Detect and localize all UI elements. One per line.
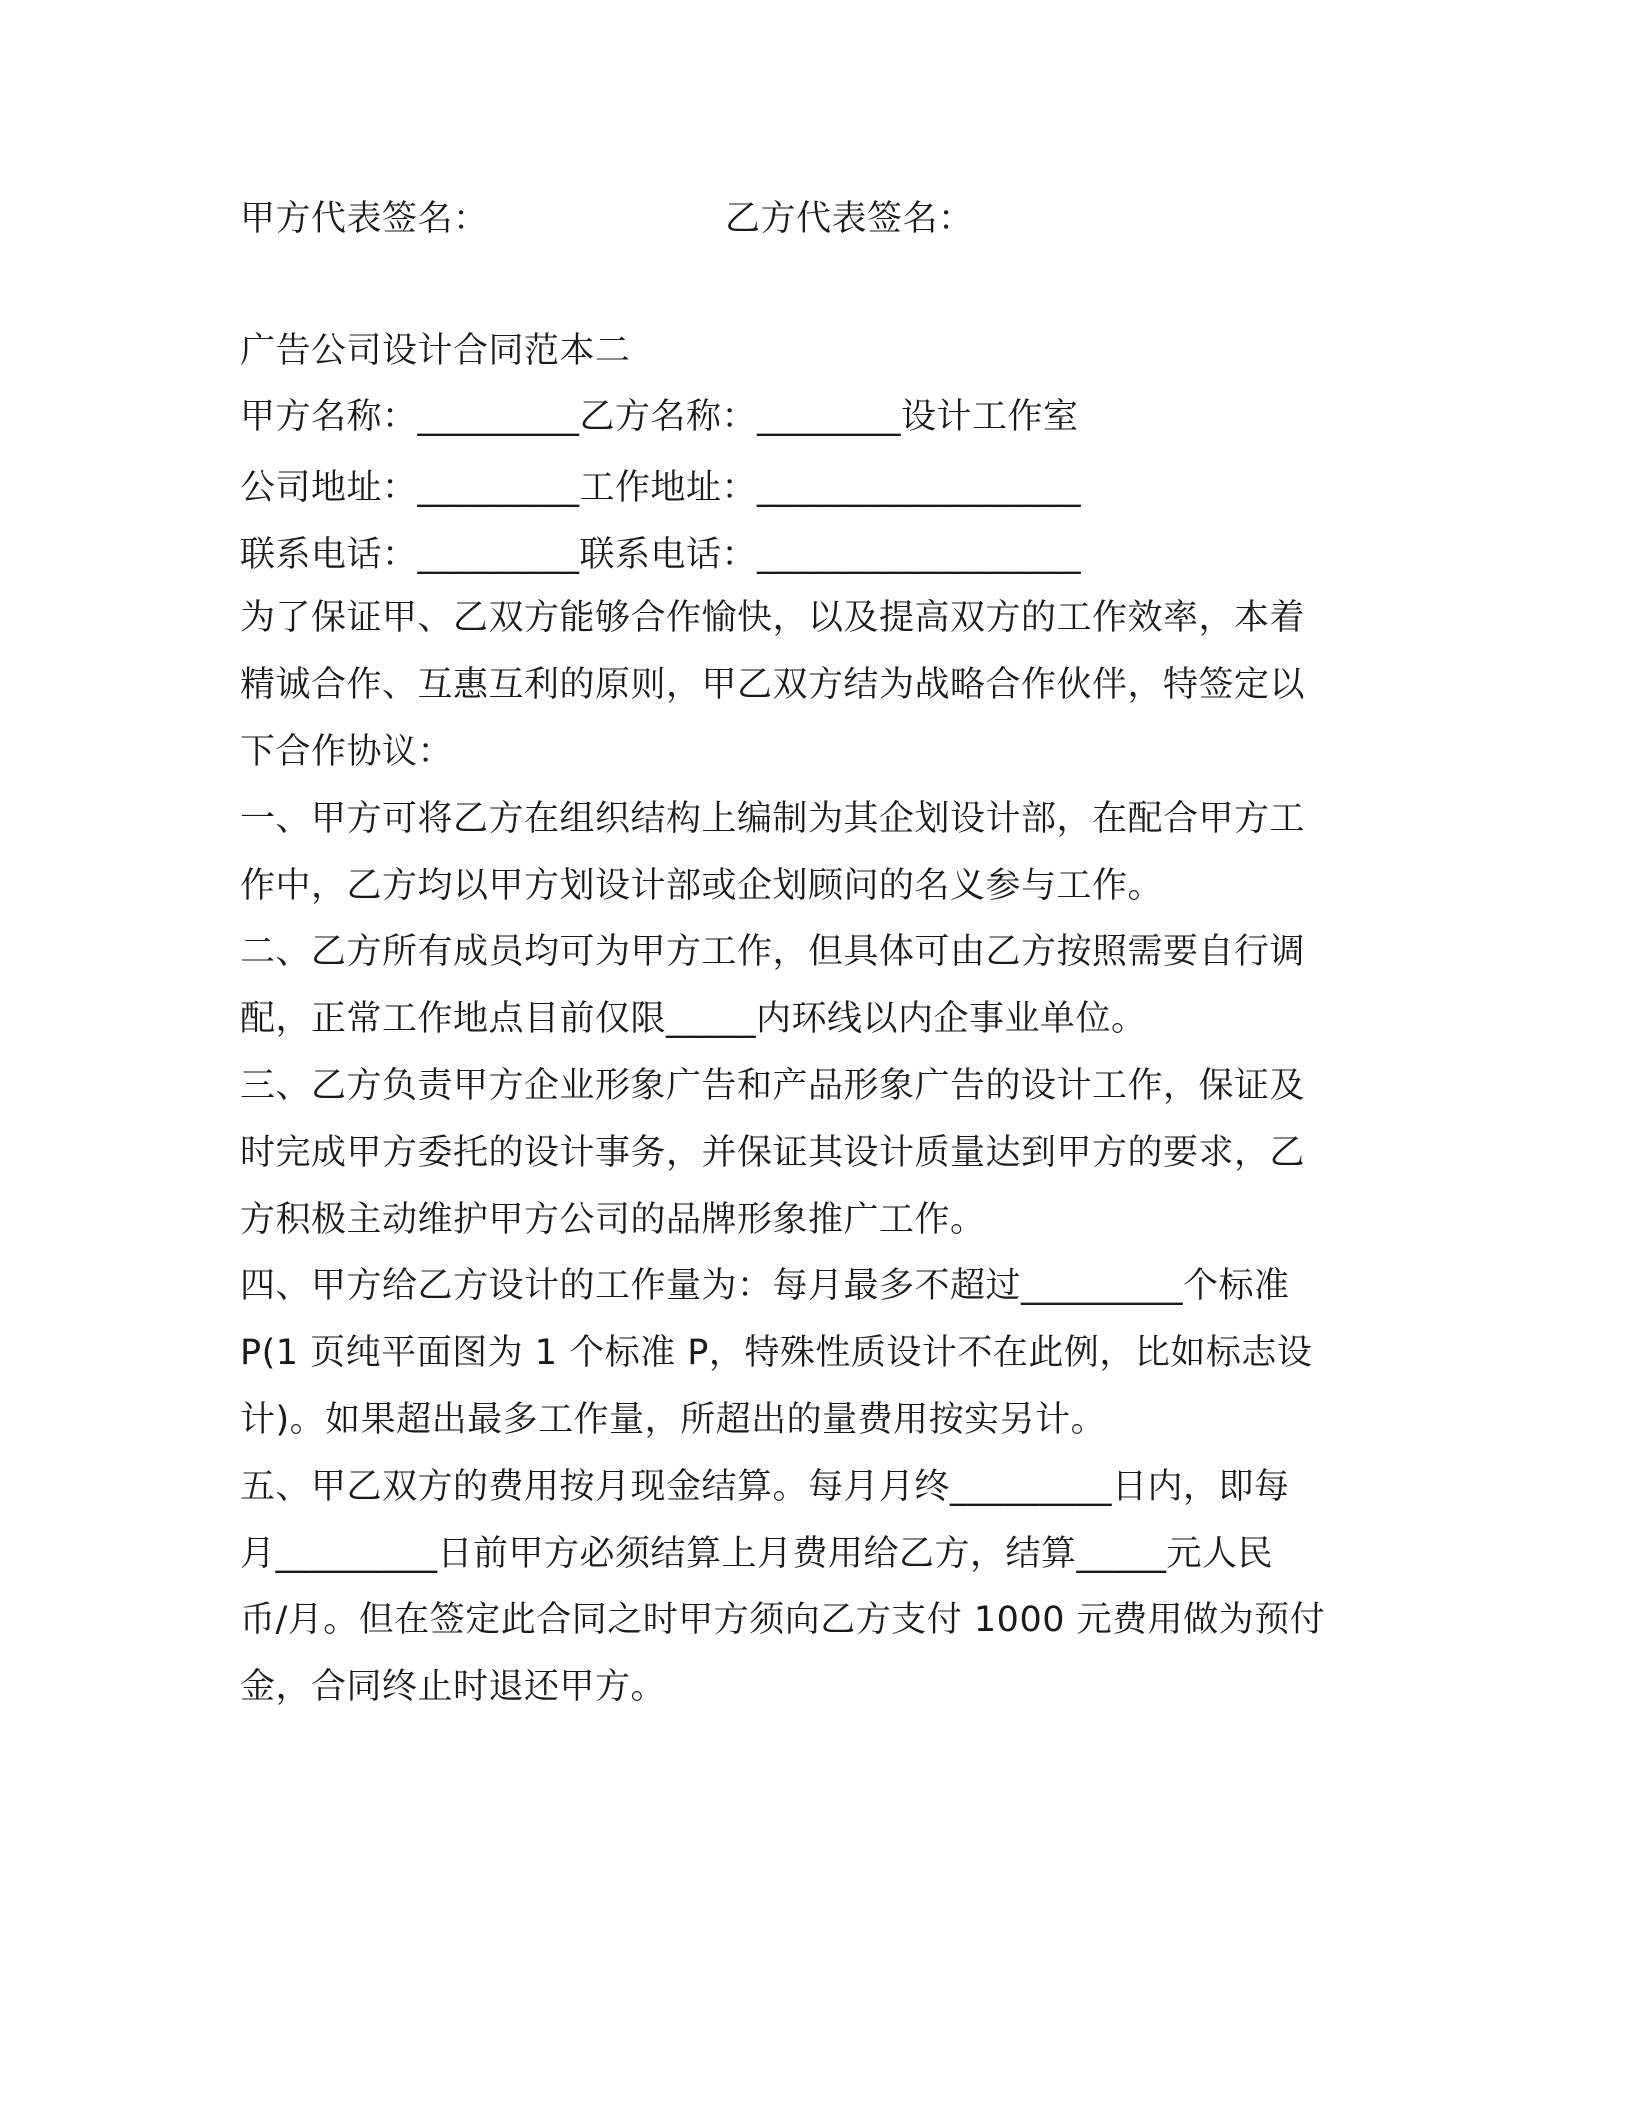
- body-line: 为了保证甲、乙双方能够合作愉快，以及提高双方的工作效率，本着: [240, 598, 1306, 638]
- body-line: 四、甲方给乙方设计的工作量为：每月最多不超过_________个标准: [240, 1266, 1290, 1306]
- body-line: 三、乙方负责甲方企业形象广告和产品形象广告的设计工作，保证及: [240, 1066, 1306, 1106]
- phone-line: 联系电话：_________联系电话：__________________: [240, 535, 1082, 575]
- body-line: 方积极主动维护甲方公司的品牌形象推广工作。: [240, 1200, 986, 1240]
- body-line: 配，正常工作地点目前仅限_____内环线以内企事业单位。: [240, 999, 1147, 1039]
- body-line: 作中，乙方均以甲方划设计部或企划顾问的名义参与工作。: [240, 866, 1164, 906]
- contract-title: 广告公司设计合同范本二: [240, 331, 631, 371]
- body-line: P(1 页纯平面图为 1 个标准 P，特殊性质设计不在此例，比如标志设: [240, 1333, 1313, 1373]
- body-line: 月_________日前甲方必须结算上月费用给乙方，结算_____元人民: [240, 1534, 1274, 1574]
- body-line: 二、乙方所有成员均可为甲方工作，但具体可由乙方按照需要自行调: [240, 932, 1306, 972]
- party-name-line: 甲方名称：_________乙方名称：________设计工作室: [240, 397, 1079, 437]
- body-line: 五、甲乙双方的费用按月现金结算。每月月终_________日内，即每: [240, 1467, 1290, 1507]
- body-line: 计)。如果超出最多工作量，所超出的量费用按实另计。: [240, 1400, 1107, 1440]
- body-line: 时完成甲方委托的设计事务，并保证其设计质量达到甲方的要求，乙: [240, 1133, 1306, 1173]
- body-line: 金，合同终止时退还甲方。: [240, 1667, 667, 1707]
- party-a-signature-label: 甲方代表签名：: [240, 199, 489, 239]
- party-b-signature-label: 乙方代表签名：: [725, 199, 974, 239]
- body-line: 下合作协议：: [240, 732, 454, 772]
- body-line: 精诚合作、互惠互利的原则，甲乙双方结为战略合作伙伴，特签定以: [240, 665, 1306, 705]
- body-line: 一、甲方可将乙方在组织结构上编制为其企划设计部，在配合甲方工: [240, 799, 1306, 839]
- body-line: 币/月。但在签定此合同之时甲方须向乙方支付 1000 元费用做为预付: [240, 1600, 1326, 1640]
- address-line: 公司地址：_________工作地址：__________________: [240, 468, 1082, 508]
